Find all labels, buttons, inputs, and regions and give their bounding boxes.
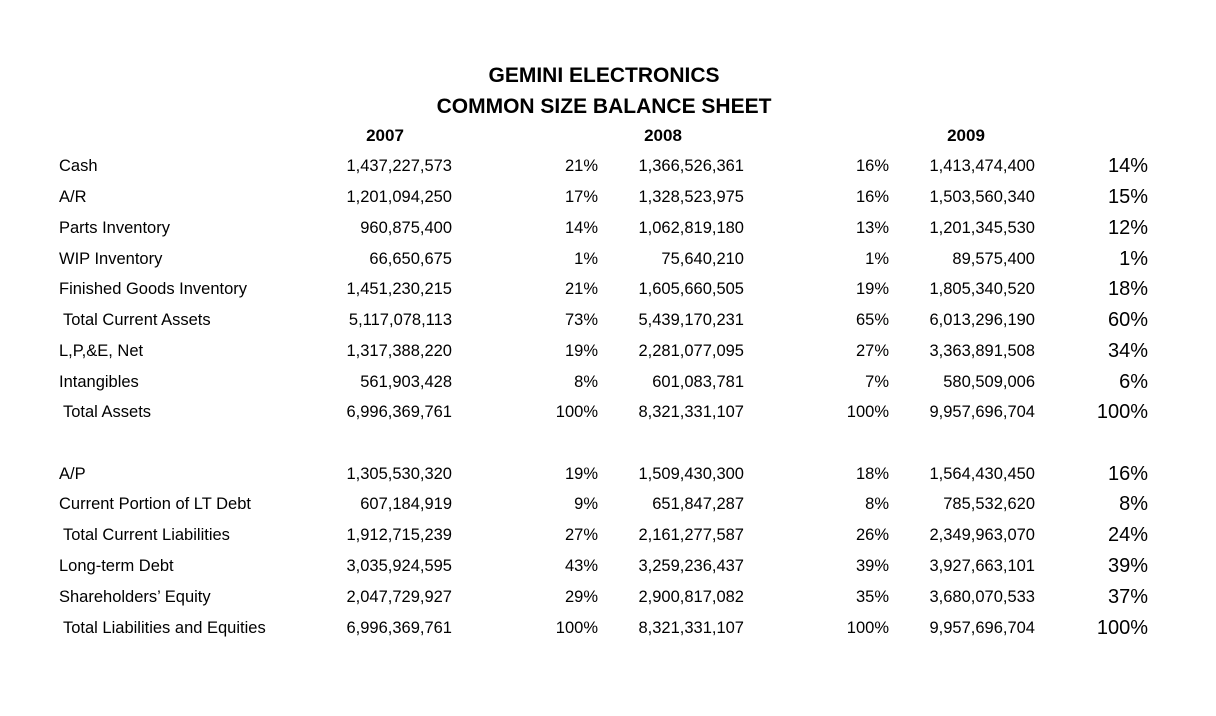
value-2009: 785,532,620 — [943, 495, 1035, 513]
value-2007: 561,903,428 — [360, 373, 452, 391]
value-2007: 66,650,675 — [369, 250, 452, 268]
percent-2008: 8% — [865, 495, 889, 513]
percent-2008: 13% — [855, 219, 889, 237]
value-2009: 1,564,430,450 — [929, 465, 1035, 483]
value-2007: 1,437,227,573 — [346, 157, 452, 175]
table-row — [0, 250, 1216, 278]
percent-2009: 16% — [1107, 463, 1148, 485]
percent-2009: 24% — [1107, 524, 1148, 546]
row-label: Total Current Assets — [63, 311, 211, 329]
company-title: GEMINI ELECTRONICS — [488, 64, 720, 87]
table-row — [0, 157, 1216, 185]
percent-2007: 17% — [564, 188, 598, 206]
value-2008: 1,062,819,180 — [638, 219, 744, 237]
percent-2007: 27% — [564, 526, 598, 544]
percent-2008: 65% — [855, 311, 889, 329]
value-2009: 580,509,006 — [943, 373, 1035, 391]
percent-2007: 100% — [555, 403, 598, 421]
value-2009: 89,575,400 — [952, 250, 1035, 268]
value-2007: 1,201,094,250 — [346, 188, 452, 206]
value-2007: 960,875,400 — [360, 219, 452, 237]
row-label: Cash — [59, 157, 98, 175]
table-row — [0, 588, 1216, 616]
table-row-total-current-liabilities — [0, 526, 1216, 554]
table-row-total-liabilities-equities — [0, 619, 1216, 647]
percent-2007: 8% — [574, 373, 598, 391]
value-2009: 1,201,345,530 — [929, 219, 1035, 237]
percent-2007: 19% — [564, 342, 598, 360]
value-2008: 1,509,430,300 — [638, 465, 744, 483]
row-label: Current Portion of LT Debt — [59, 495, 251, 513]
value-2007: 5,117,078,113 — [348, 311, 452, 329]
value-2007: 6,996,369,761 — [346, 403, 452, 421]
percent-2008: 100% — [846, 619, 889, 637]
row-label: Shareholders’ Equity — [59, 588, 211, 606]
row-label: Total Current Liabilities — [63, 526, 230, 544]
value-2007: 6,996,369,761 — [346, 619, 452, 637]
percent-2009: 6% — [1119, 371, 1148, 393]
value-2009: 1,413,474,400 — [929, 157, 1035, 175]
percent-2007: 21% — [564, 157, 598, 175]
year-header-2007: 2007 — [366, 126, 404, 145]
percent-2008: 26% — [855, 526, 889, 544]
percent-2009: 37% — [1107, 586, 1148, 608]
percent-2009: 15% — [1107, 186, 1148, 208]
value-2008: 2,161,277,587 — [638, 526, 744, 544]
percent-2009: 34% — [1107, 340, 1148, 362]
percent-2009: 12% — [1107, 217, 1148, 239]
row-label: Intangibles — [59, 373, 139, 391]
value-2009: 1,805,340,520 — [929, 280, 1035, 298]
value-2009: 6,013,296,190 — [929, 311, 1035, 329]
percent-2007: 14% — [564, 219, 598, 237]
row-label: L,P,&E, Net — [59, 342, 144, 360]
percent-2009: 14% — [1107, 155, 1148, 177]
percent-2007: 1% — [574, 250, 598, 268]
percent-2009: 18% — [1107, 278, 1148, 300]
percent-2008: 1% — [865, 250, 889, 268]
percent-2008: 35% — [855, 588, 889, 606]
row-label: Parts Inventory — [59, 219, 170, 237]
row-label: Finished Goods Inventory — [59, 280, 248, 298]
value-2008: 651,847,287 — [652, 495, 744, 513]
percent-2007: 9% — [574, 495, 598, 513]
percent-2007: 100% — [555, 619, 598, 637]
value-2007: 1,451,230,215 — [346, 280, 452, 298]
percent-2007: 43% — [564, 557, 598, 575]
value-2008: 1,366,526,361 — [638, 157, 744, 175]
value-2008: 5,439,170,231 — [638, 311, 744, 329]
table-row — [0, 188, 1216, 216]
value-2008: 2,281,077,095 — [638, 342, 744, 360]
value-2008: 1,605,660,505 — [638, 280, 744, 298]
table-row — [0, 465, 1216, 493]
percent-2008: 27% — [855, 342, 889, 360]
percent-2007: 19% — [564, 465, 598, 483]
table-row-total-assets — [0, 403, 1216, 431]
percent-2009: 100% — [1096, 617, 1148, 639]
percent-2009: 60% — [1107, 309, 1148, 331]
table-row — [0, 280, 1216, 308]
value-2007: 1,305,530,320 — [346, 465, 452, 483]
percent-2009: 39% — [1107, 555, 1148, 577]
percent-2008: 16% — [855, 157, 889, 175]
value-2008: 1,328,523,975 — [638, 188, 744, 206]
percent-2008: 39% — [855, 557, 889, 575]
row-label: WIP Inventory — [59, 250, 163, 268]
table-row — [0, 373, 1216, 401]
value-2008: 8,321,331,107 — [638, 619, 744, 637]
percent-2008: 18% — [855, 465, 889, 483]
value-2009: 1,503,560,340 — [929, 188, 1035, 206]
value-2008: 8,321,331,107 — [638, 403, 744, 421]
value-2009: 3,363,891,508 — [929, 342, 1035, 360]
value-2007: 1,912,715,239 — [346, 526, 452, 544]
table-row — [0, 557, 1216, 585]
value-2008: 75,640,210 — [661, 250, 744, 268]
percent-2008: 19% — [855, 280, 889, 298]
percent-2007: 21% — [564, 280, 598, 298]
value-2007: 1,317,388,220 — [346, 342, 452, 360]
value-2007: 607,184,919 — [360, 495, 452, 513]
row-label: Long-term Debt — [59, 557, 174, 575]
value-2009: 9,957,696,704 — [929, 619, 1035, 637]
percent-2007: 29% — [564, 588, 598, 606]
row-label: A/P — [59, 465, 86, 483]
row-label: Total Liabilities and Equities — [63, 619, 266, 637]
value-2009: 2,349,963,070 — [929, 526, 1035, 544]
value-2008: 2,900,817,082 — [638, 588, 744, 606]
value-2009: 9,957,696,704 — [929, 403, 1035, 421]
table-row — [0, 495, 1216, 523]
value-2008: 601,083,781 — [652, 373, 744, 391]
percent-2007: 73% — [564, 311, 598, 329]
row-label: Total Assets — [63, 403, 152, 421]
percent-2008: 100% — [846, 403, 889, 421]
value-2008: 3,259,236,437 — [638, 557, 744, 575]
table-row — [0, 219, 1216, 247]
value-2009: 3,927,663,101 — [929, 557, 1035, 575]
percent-2008: 16% — [855, 188, 889, 206]
table-row — [0, 342, 1216, 370]
row-label: A/R — [59, 188, 87, 206]
percent-2009: 100% — [1096, 401, 1148, 423]
percent-2008: 7% — [865, 373, 889, 391]
value-2007: 3,035,924,595 — [346, 557, 452, 575]
sheet-title: COMMON SIZE BALANCE SHEET — [436, 95, 772, 118]
year-header-2009: 2009 — [947, 126, 985, 145]
percent-2009: 1% — [1119, 248, 1148, 270]
percent-2009: 8% — [1119, 493, 1148, 515]
table-row-total-current-assets — [0, 311, 1216, 339]
value-2007: 2,047,729,927 — [346, 588, 452, 606]
value-2009: 3,680,070,533 — [929, 588, 1035, 606]
year-header-2008: 2008 — [644, 126, 682, 145]
